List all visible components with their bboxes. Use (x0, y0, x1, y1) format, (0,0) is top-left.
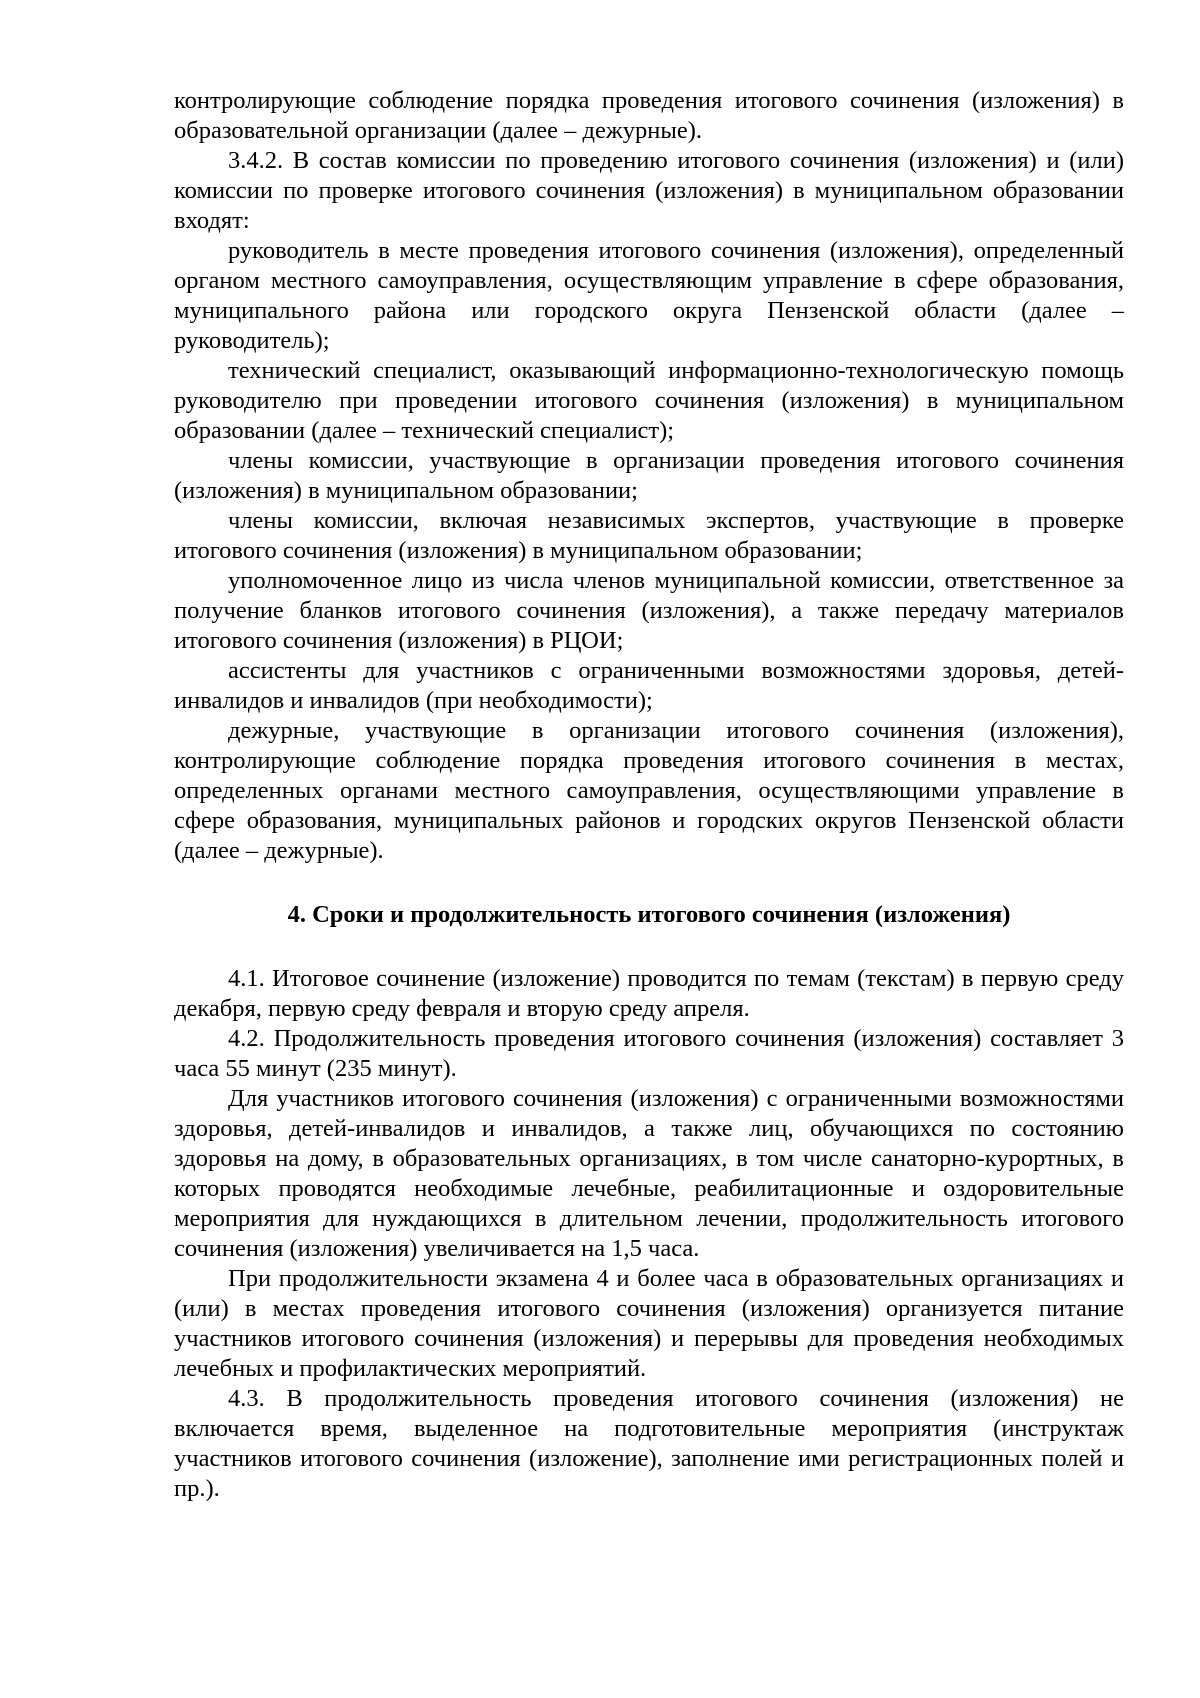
list-item-tech-specialist: технический специалист, оказывающий информационно-технологическую помощь руководителю при проведении итогового сочинения (изложения) в муниципальном образовании (далее – технический специалист); (174, 357, 1124, 444)
list-item-duty-officers: дежурные, участвующие в организации итогового сочинения (изложения), контролирующие соблюдение порядка проведения итогового сочинения в местах, определенных органами местного самоуправления, осуществляющими управление в сфере образования, муниципальных районов и городских округов Пензенской области (далее – дежурные). (174, 717, 1124, 864)
list-item-assistants: ассистенты для участников с ограниченными возможностями здоровья, детей-инвалидов и инвалидов (при необходимости); (174, 657, 1124, 714)
paragraph-disabled-participants: Для участников итогового сочинения (изложения) с ограниченными возможностями здоровья, детей-инвалидов и инвалидов, а также лиц, обучающихся по состоянию здоровья на дому, в образовательных организациях, в том числе санаторно-курортных, в которых проводятся необходимые лечебные, реабилитационные и оздоровительные мероприятия для нуждающихся в длительном лечении, продолжительность итогового сочинения (изложения) увеличивается на 1,5 часа. (174, 1085, 1124, 1262)
paragraph-4-1: 4.1. Итоговое сочинение (изложение) проводится по темам (текстам) в первую среду декабря, первую среду февраля и вторую среду апреля. (174, 965, 1124, 1022)
section-heading: 4. Сроки и продолжительность итогового сочинения (изложения) (287, 901, 1011, 928)
paragraph-4-3: 4.3. В продолжительность проведения итогового сочинения (изложения) не включается время, выделенное на подготовительные мероприятия (инструктаж участников итогового сочинения (изложение), заполнение ими регистрационных полей и пр.). (174, 1385, 1124, 1502)
paragraph-meals-breaks: При продолжительности экзамена 4 и более часа в образовательных организациях и (или) в местах проведения итогового сочинения (изложения) организуется питание участников итогового сочинения (изложения) и перерывы для проведения необходимых лечебных и профилактических мероприятий. (174, 1265, 1124, 1382)
paragraph-3-4-2: 3.4.2. В состав комиссии по проведению итогового сочинения (изложения) и (или) комиссии по проверке итогового сочинения (изложения) в муниципальном образовании входят: (174, 147, 1124, 234)
list-item-head: руководитель в месте проведения итогового сочинения (изложения), определенный органом местного самоуправления, осуществляющим управление в сфере образования, муниципального района или городского округа Пензенской области (далее – руководитель); (174, 237, 1124, 354)
paragraph-continuation: контролирующие соблюдение порядка проведения итогового сочинения (изложения) в образовательной организации (далее – дежурные). (174, 87, 1124, 144)
list-item-members-check: члены комиссии, включая независимых экспертов, участвующие в проверке итогового сочинения (изложения) в муниципальном образовании; (174, 507, 1124, 564)
document-body (174, 86, 1124, 1504)
list-item-members-organization: члены комиссии, участвующие в организации проведения итогового сочинения (изложения) в муниципальном образовании; (174, 447, 1124, 504)
paragraph-4-2: 4.2. Продолжительность проведения итогового сочинения (изложения) составляет 3 часа 55 минут (235 минут). (174, 1025, 1124, 1082)
list-item-authorized-person: уполномоченное лицо из числа членов муниципальной комиссии, ответственное за получение бланков итогового сочинения (изложения), а также передачу материалов итогового сочинения (изложения) в РЦОИ; (174, 567, 1124, 654)
